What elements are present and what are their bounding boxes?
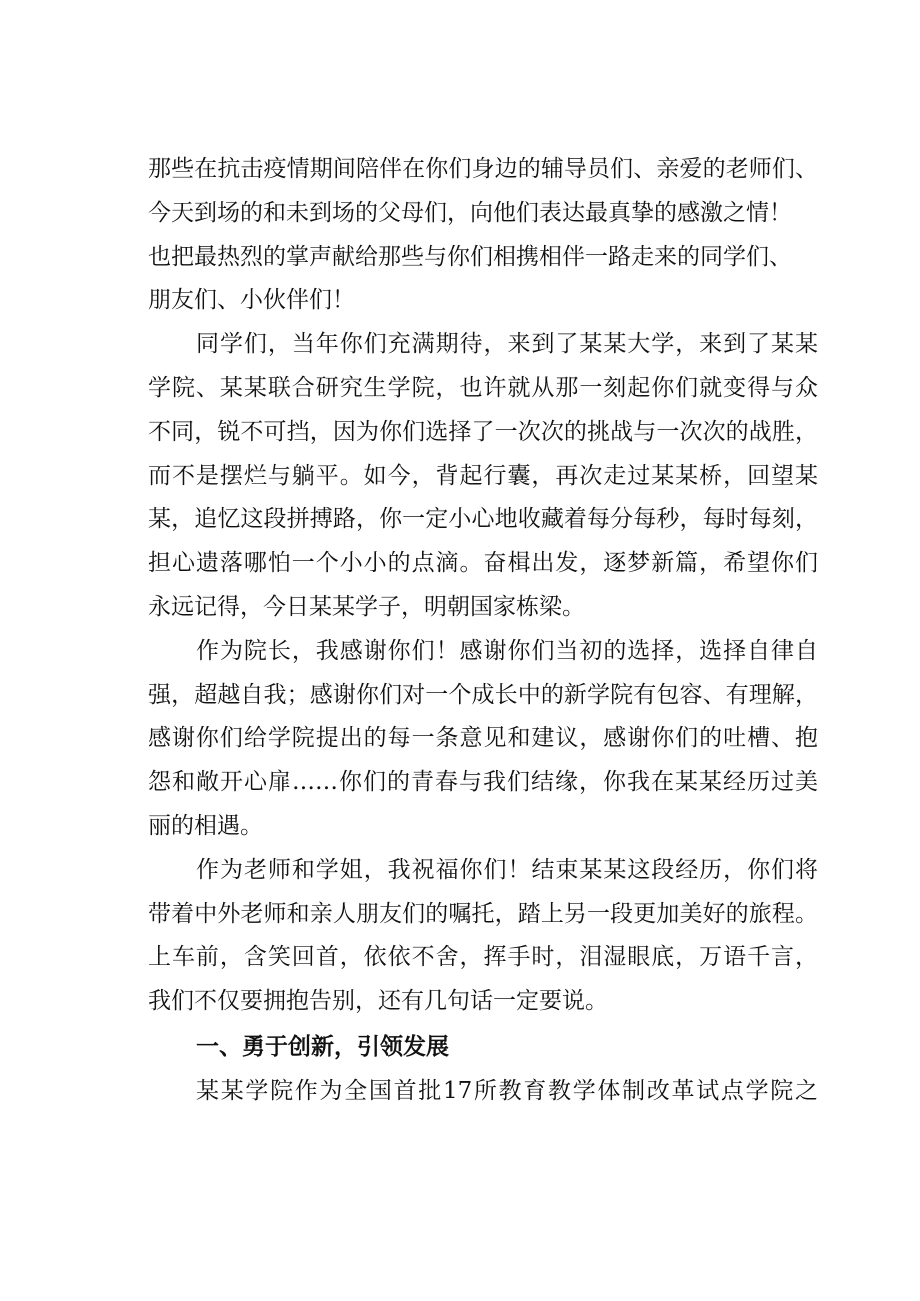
- text-line: 学院、某某联合研究生学院，也许就从那一刻起你们就变得与众: [148, 374, 818, 401]
- text-line: 作为老师和学姐，我祝福你们！结束某某这段经历，你们将: [196, 856, 818, 883]
- text-line: 作为院长，我感谢你们！感谢你们当初的选择，选择自律自: [196, 637, 818, 664]
- text-line: 感谢你们给学院提出的每一条意见和建议，感谢你们的吐槽、抱: [148, 725, 818, 752]
- text-line: 丽的相遇。: [148, 812, 263, 839]
- text-line: 带着中外老师和亲人朋友们的嘱托，踏上另一段更加美好的旅程。: [148, 900, 818, 927]
- text-line: 今天到场的和未到场的父母们，向他们表达最真挚的感激之情！: [148, 199, 792, 226]
- text-line: 怨和敞开心扉……你们的青春与我们结缘，你我在某某经历过美: [148, 769, 818, 796]
- text-line: 也把最热烈的掌声献给那些与你们相携相伴一路走来的同学们、: [148, 243, 792, 270]
- text-line: 某某学院作为全国首批17所教育教学体制改革试点学院之: [196, 1077, 818, 1104]
- paragraph-3: [148, 630, 818, 849]
- paragraph-1: [148, 148, 818, 323]
- paragraph-2: [148, 323, 818, 630]
- paragraph-4: [148, 849, 818, 1024]
- text-line: 我们不仅要拥抱告别，还有几句话一定要说。: [148, 988, 608, 1015]
- text-line: 某，追忆这段拼搏路，你一定小心地收藏着每分每秒，每时每刻，: [148, 506, 818, 533]
- document-body: [148, 148, 818, 1114]
- text-line: 担心遗落哪怕一个小小的点滴。奋楫出发，逐梦新篇，希望你们: [148, 550, 818, 577]
- text-line: 上车前，含笑回首，依依不舍，挥手时，泪湿眼底，万语千言，: [148, 944, 818, 971]
- section-heading: 一、勇于创新，引领发展: [196, 1033, 449, 1060]
- text-line: 那些在抗击疫情期间陪伴在你们身边的辅导员们、亲爱的老师们、: [148, 156, 818, 182]
- text-line: 永远记得，今日某某学子，明朝国家栋梁。: [148, 593, 585, 620]
- text-line: 而不是摆烂与躺平。如今，背起行囊，再次走过某某桥，回望某: [148, 462, 818, 489]
- text-line: 不同，锐不可挡，因为你们选择了一次次的挑战与一次次的战胜，: [148, 418, 818, 445]
- text-line: 强，超越自我；感谢你们对一个成长中的新学院有包容、有理解，: [148, 681, 818, 708]
- text-line: 同学们，当年你们充满期待，来到了某某大学，来到了某某: [196, 331, 818, 358]
- text-line: 朋友们、小伙伴们！: [148, 287, 355, 314]
